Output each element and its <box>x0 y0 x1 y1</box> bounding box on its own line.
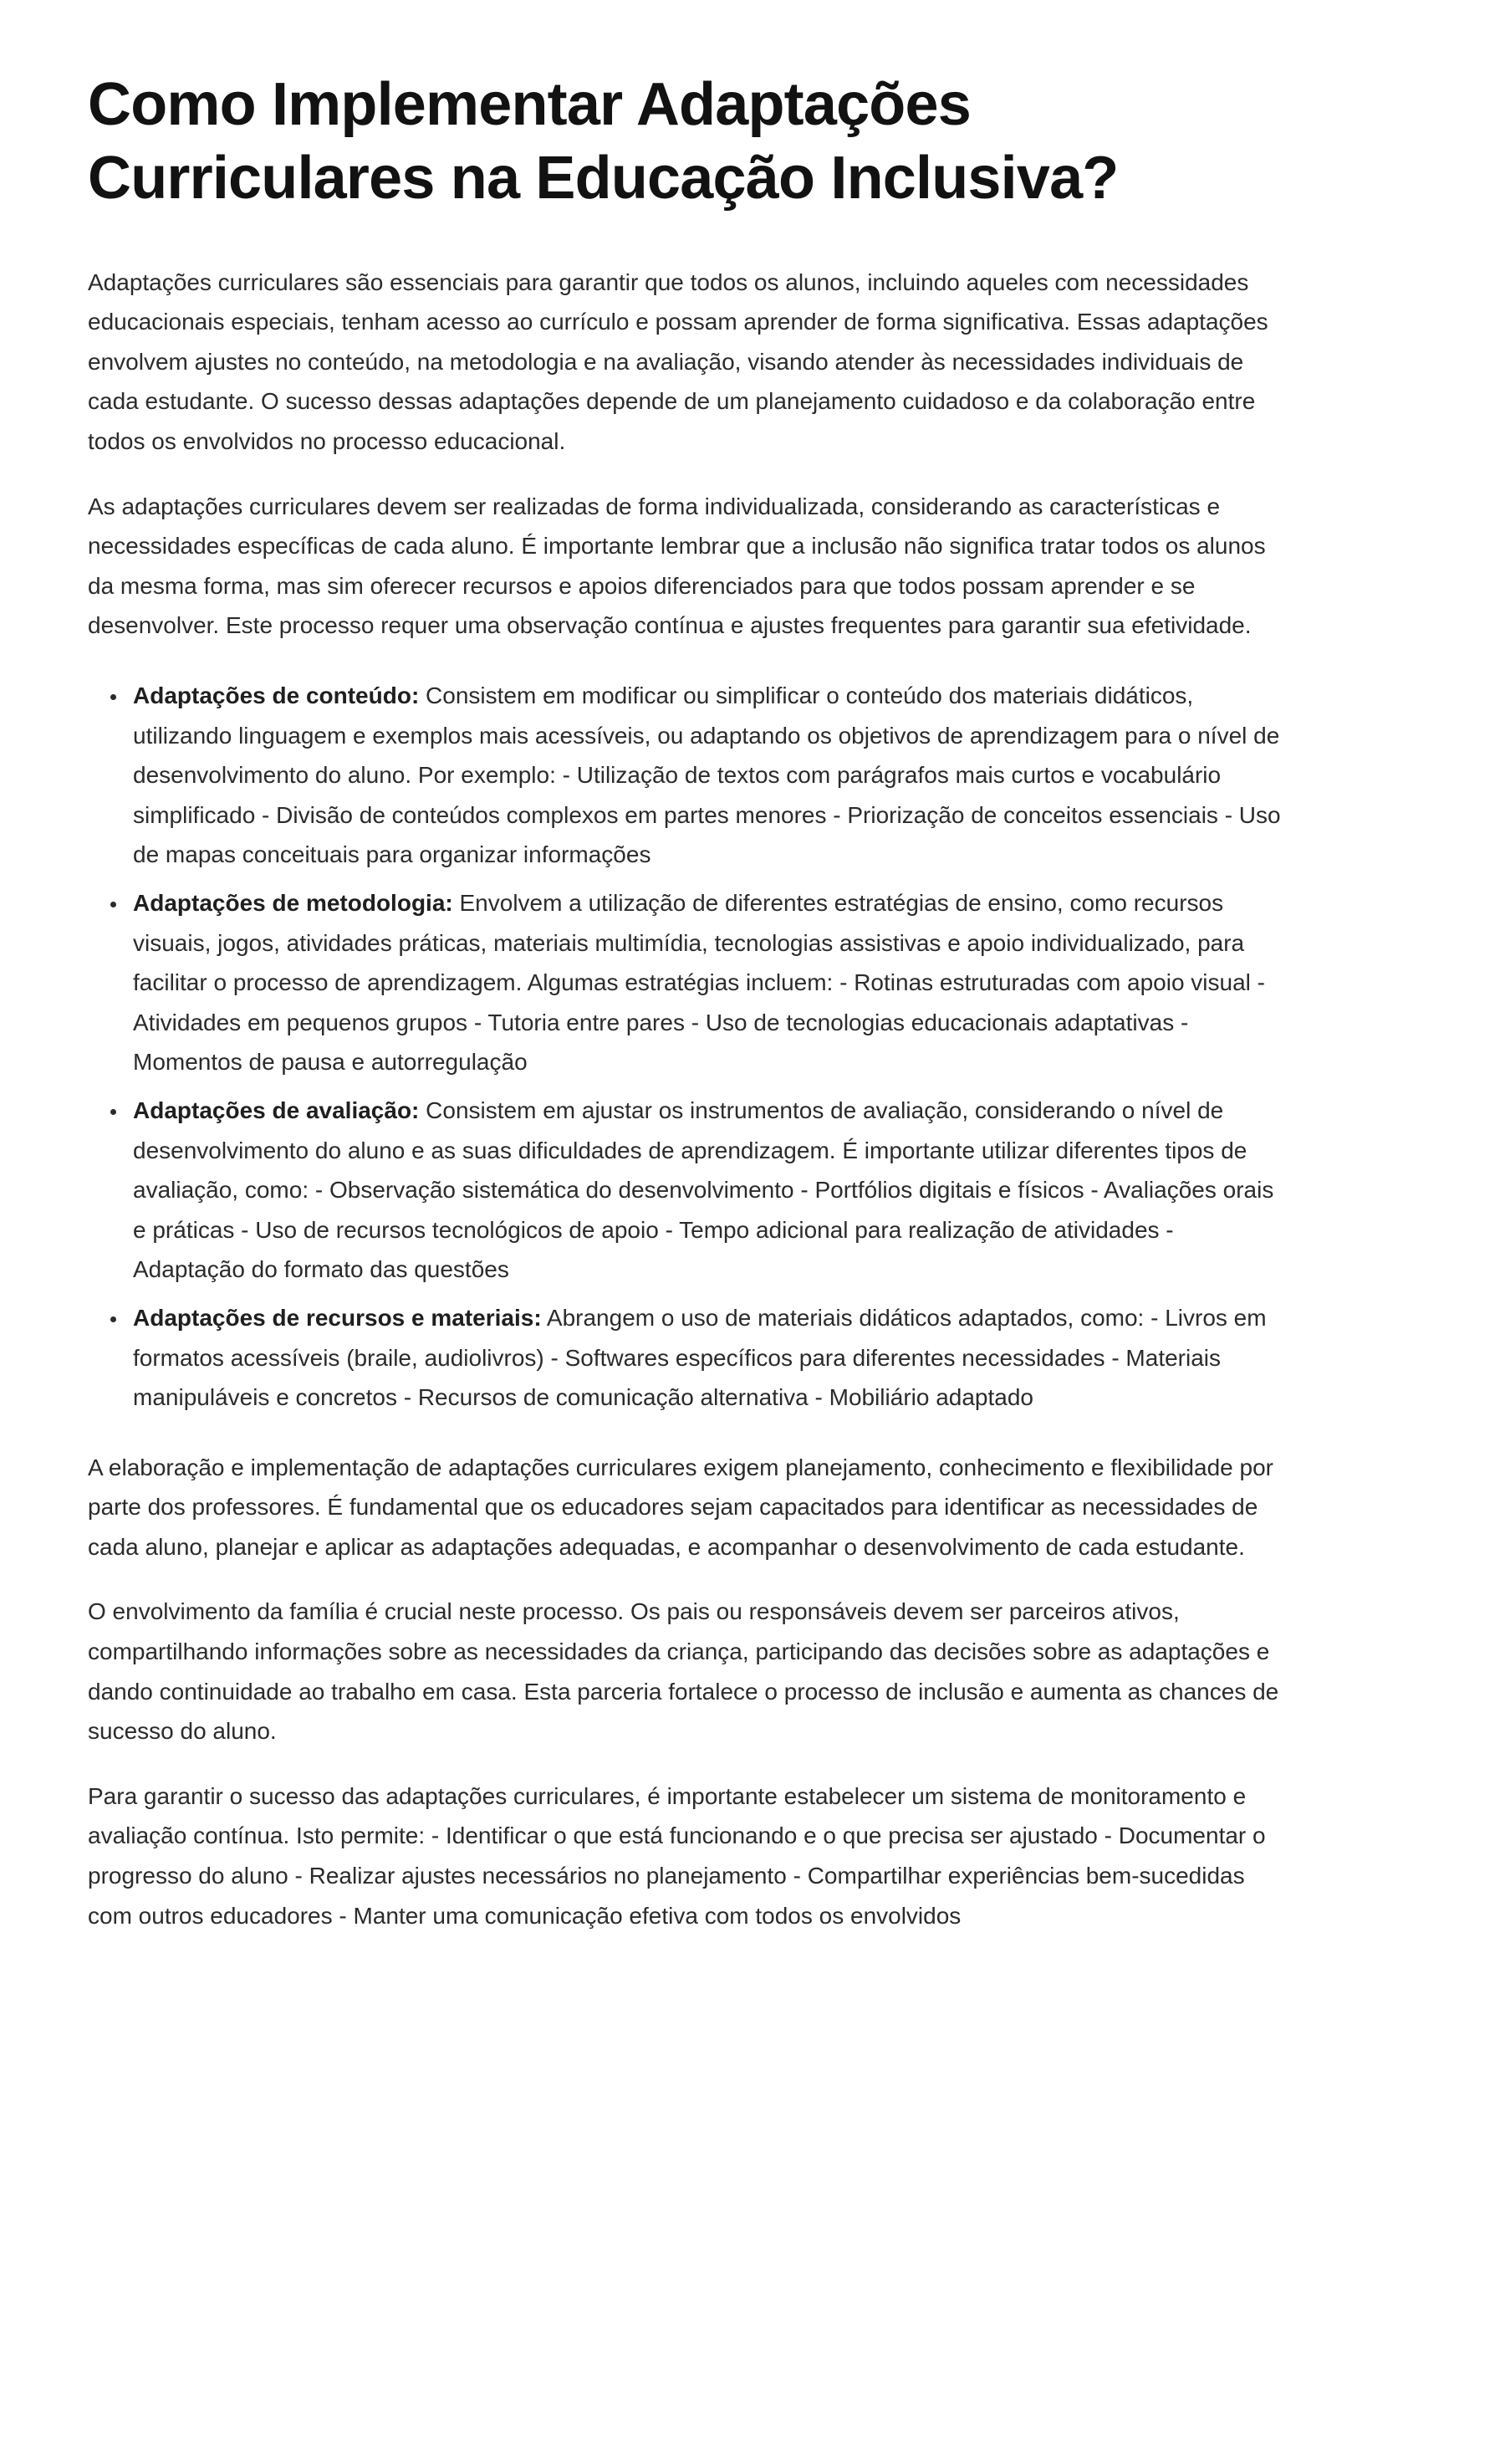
list-item-avaliacao <box>128 1091 1288 1290</box>
list-item-recursos <box>128 1298 1288 1418</box>
bullet-text: Consistem em ajustar os instrumentos de avaliação, considerando o nível de desenvolvimento do aluno e as suas dificuldades de aprendizagem. É importante utilizar diferentes tipos de avaliação, como: - Observação sistemática do desenvolvimento - Portfólios digitais e físicos - Avaliações orais e práticas - Uso de recursos tecnológicos de apoio - Tempo adicional para realização de atividades - Adaptação do formato das questões <box>133 1097 1274 1283</box>
closing-paragraph-1: A elaboração e implementação de adaptações curriculares exigem planejamento, conhecimento e flexibilidade por parte dos professores. É fundamental que os educadores sejam capacitados para identificar as necessidades de cada aluno, planejar e aplicar as adaptações adequadas, e acompanhar o desenvolvimento de cada estudante. <box>88 1454 1273 1560</box>
bullet-label: Adaptações de recursos e materiais: <box>133 1304 542 1331</box>
closing-paragraph-3: Para garantir o sucesso das adaptações curriculares, é importante estabelecer um sistema de monitoramento e avaliação contínua. Isto permite: - Identificar o que está funcionando e o que precisa ser ajustado - Documentar o progresso do aluno - Realizar ajustes necessários no planejamento - Compartilhar experiências bem-sucedidas com outros educadores - Manter uma comunicação efetiva com todos os envolvidos <box>88 1782 1266 1929</box>
bullet-text: Abrangem o uso de materiais didáticos adaptados, como: - Livros em formatos acessíveis (braile, audiolivros) - Softwares específicos para diferentes necessidades - Materiais manipuláveis e concretos - Recursos de comunicação alternativa - Mobiliário adaptado <box>133 1304 1267 1411</box>
page-title: Como Implementar Adaptações Curriculares na Educação Inclusiva? <box>88 71 1119 212</box>
intro-paragraph-2: As adaptações curriculares devem ser realizadas de forma individualizada, considerando as características e necessidades específicas de cada aluno. É importante lembrar que a inclusão não significa tratar todos os alunos da mesma forma, mas sim oferecer recursos e apoios diferenciados para que todos possam aprender e se desenvolver. Este processo requer uma observação contínua e ajustes frequentes para garantir sua efetividade. <box>88 493 1266 639</box>
list-item-metodologia <box>128 883 1288 1082</box>
bullet-label: Adaptações de conteúdo: <box>133 682 420 708</box>
bullet-text: Envolvem a utilização de diferentes estratégias de ensino, como recursos visuais, jogos, atividades práticas, materiais multimídia, tecnologias assistivas e apoio individualizado, para facilitar o processo de aprendizagem. Algumas estratégias incluem: - Rotinas estruturadas com apoio visual - Atividades em pequenos grupos - Tutoria entre pares - Uso de tecnologias educacionais adaptativas - Momentos de pausa e autorregulação <box>133 889 1265 1076</box>
adaptations-list <box>88 676 1288 1418</box>
bullet-text: Consistem em modificar ou simplificar o conteúdo dos materiais didáticos, utilizando linguagem e exemplos mais acessíveis, ou adaptando os objetivos de aprendizagem para o nível de desenvolvimento do aluno. Por exemplo: - Utilização de textos com parágrafos mais curtos e vocabulário simplificado - Divisão de conteúdos complexos em partes menores - Priorização de conceitos essenciais - Uso de mapas conceituais para organizar informações <box>133 682 1281 868</box>
closing-paragraph-2: O envolvimento da família é crucial neste processo. Os pais ou responsáveis devem ser parceiros ativos, compartilhando informações sobre as necessidades da criança, participando das decisões sobre as adaptações e dando continuidade ao trabalho em casa. Esta parceria fortalece o processo de inclusão e aumenta as chances de sucesso do aluno. <box>88 1598 1279 1745</box>
list-item-conteudo <box>128 676 1288 875</box>
bullet-label: Adaptações de avaliação: <box>133 1097 420 1123</box>
bullet-label: Adaptações de metodologia: <box>133 889 453 916</box>
intro-paragraph-1: Adaptações curriculares são essenciais para garantir que todos os alunos, incluindo aqueles com necessidades educacionais especiais, tenham acesso ao currículo e possam aprender de forma significativa. Essas adaptações envolvem ajustes no conteúdo, na metodologia e na avaliação, visando atender às necessidades individuais de cada estudante. O sucesso dessas adaptações depende de um planejamento cuidadoso e da colaboração entre todos os envolvidos no processo educacional. <box>88 268 1268 455</box>
